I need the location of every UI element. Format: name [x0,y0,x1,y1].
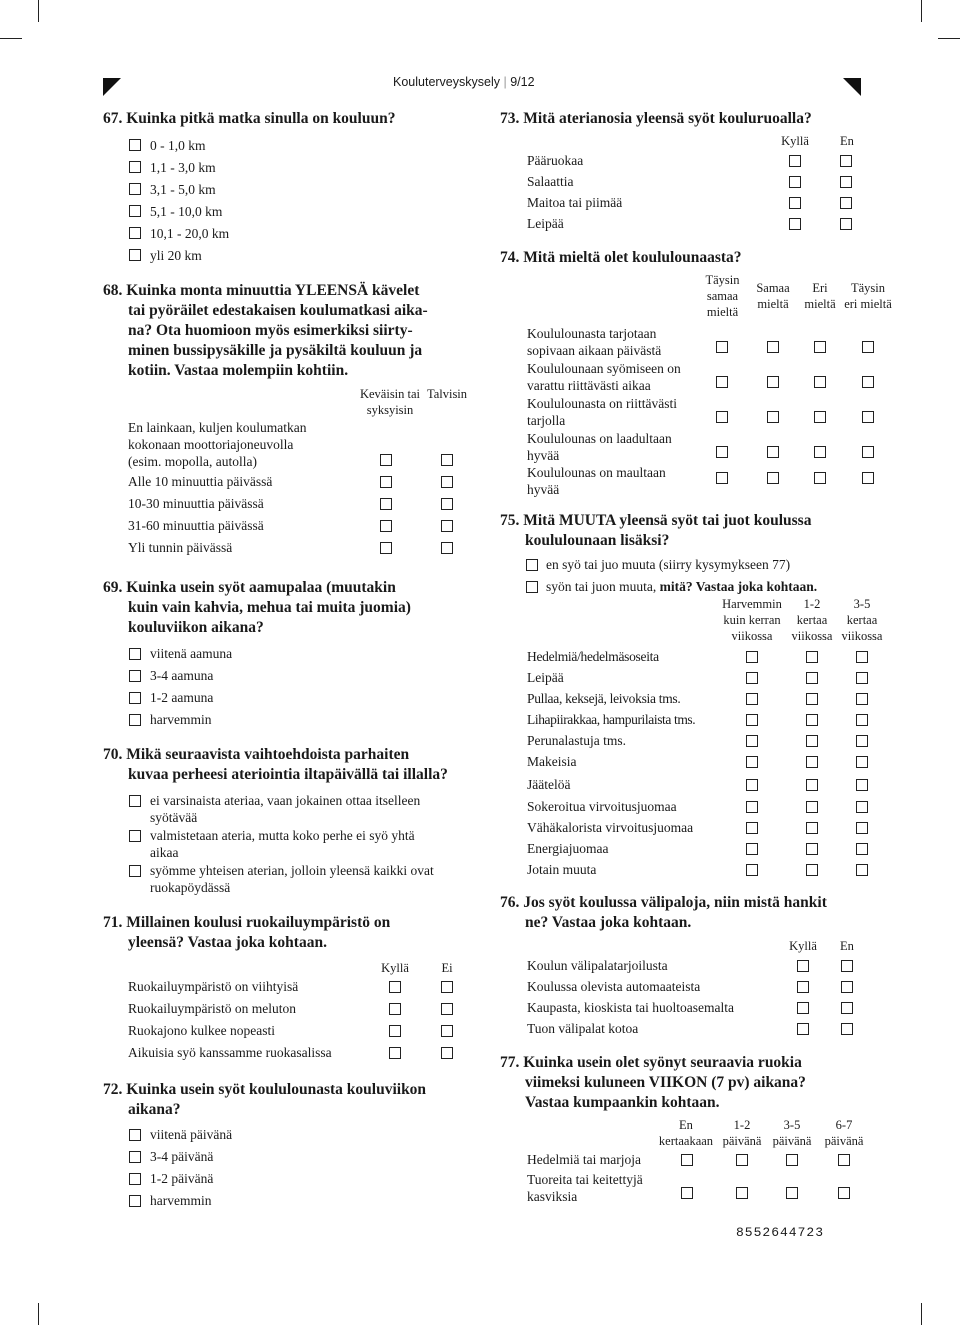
checkbox[interactable] [814,472,826,484]
checkbox[interactable] [746,864,758,876]
checkbox[interactable] [856,735,868,747]
option-label: 3-4 päivänä [150,1149,214,1164]
checkbox[interactable] [806,843,818,855]
checkbox[interactable] [840,197,852,209]
column-header: En kertaakaan [658,1118,714,1148]
row-label: Koululounaan syömiseen on varattu riittävästi aikaa [527,361,681,393]
question-67-title: 67. Kuinka pitkä matka sinulla on kouluun? [103,110,396,127]
option-label: 1,1 - 3,0 km [150,160,216,175]
checkbox[interactable] [441,520,453,532]
checkbox[interactable] [716,411,728,423]
checkbox[interactable] [736,1154,748,1166]
checkbox[interactable] [862,341,874,353]
column-header: Täysin samaa mieltä [705,273,740,319]
checkbox[interactable] [789,176,801,188]
row-label: Energiajuomaa [527,841,609,856]
question-70-title: 70. Mikä seuraavista vaihtoehdoista parhaiten kuvaa perheesi ateriointia iltapäivällä tai illalla? [103,746,448,783]
option-label: viitenä aamuna [150,646,233,661]
checkbox[interactable] [789,218,801,230]
checkbox[interactable] [129,714,141,726]
checkbox[interactable] [789,155,801,167]
option-label: syön tai juon muuta, mitä? Vastaa joka kohtaan. [546,579,818,594]
checkbox[interactable] [129,161,141,173]
row-label: Pääruokaa [527,153,584,168]
checkbox[interactable] [841,1002,853,1014]
checkbox[interactable] [380,498,392,510]
crop-mark [38,1303,39,1325]
checkbox[interactable] [856,822,868,834]
checkbox[interactable] [380,454,392,466]
checkbox[interactable] [838,1154,850,1166]
row-label: Yli tunnin päivässä [128,540,233,555]
checkbox[interactable] [806,651,818,663]
checkbox[interactable] [441,1047,453,1059]
row-label: Jäätelöä [527,777,571,792]
row-label: Salaattia [527,174,574,189]
checkbox[interactable] [129,1173,141,1185]
option-label: viitenä päivänä [150,1127,233,1142]
page-number: 9/12 [510,75,535,89]
option-label: valmistetaan ateria, mutta koko perhe ei syö yhtä aikaa [150,828,415,860]
checkbox[interactable] [526,559,538,571]
checkbox[interactable] [129,830,141,842]
row-label: Perunalastuja tms. [527,733,626,748]
row-label: Leipää [527,216,564,231]
row-label: 10-30 minuuttia päivässä [128,496,264,511]
row-label: Pullaa, keksejä, leivoksia tms. [527,691,681,706]
crop-mark [0,38,22,39]
row-label: En lainkaan, kuljen koulumatkan kokonaan moottoriajoneuvolla (esim. mopolla, autolla) [128,420,307,469]
column-header: 1-2 päivänä [722,1118,762,1148]
column-header-yes: Kyllä [789,939,817,953]
checkbox[interactable] [746,756,758,768]
row-label: Sokeroitua virvoitusjuomaa [527,799,677,814]
question-77-title: 77. Kuinka usein olet syönyt seuraavia ruokia viimeksi kuluneen VIIKON (7 pv) aikana? Vastaa kumpaankin kohtaan. [500,1054,806,1111]
checkbox[interactable] [814,446,826,458]
checkbox[interactable] [716,446,728,458]
checkbox[interactable] [736,1187,748,1199]
row-label: Ruokailuympäristö on meluton [128,1001,296,1016]
option-label: en syö tai juo muuta (siirry kysymykseen 77) [546,557,791,572]
question-76-title: 76. Jos syöt koulussa välipaloja, niin mistä hankit ne? Vastaa joka kohtaan. [500,894,827,931]
question-68-title: 68. Kuinka monta minuuttia YLEENSÄ kävelet tai pyöräilet edestakaisen koulumatkasi aika- na? Ota huomioon myös esimerkiksi siirty- minen bussipysäkille ja pysäkiltä kouluun ja kotiin. Vastaa molempiin kohtiin. [103,282,428,379]
checkbox[interactable] [814,411,826,423]
checkbox[interactable] [789,197,801,209]
checkbox[interactable] [814,341,826,353]
column-header-yes: Kyllä [381,961,409,975]
checkbox[interactable] [380,542,392,554]
checkbox[interactable] [380,476,392,488]
registration-triangle [103,78,121,96]
column-header-yes: Kyllä [781,134,809,148]
crop-mark [921,1303,922,1325]
checkbox[interactable] [129,183,141,195]
checkbox[interactable] [806,822,818,834]
checkbox[interactable] [129,1151,141,1163]
survey-name: Kouluterveyskysely [393,75,500,89]
checkbox[interactable] [862,376,874,388]
question-74-title: 74. Mitä mieltä olet koululounaasta? [500,249,742,266]
checkbox[interactable] [746,779,758,791]
checkbox[interactable] [746,801,758,813]
column-header: 3-5 kertaa viikossa [841,597,883,643]
checkbox[interactable] [856,714,868,726]
checkbox[interactable] [856,651,868,663]
checkbox[interactable] [716,376,728,388]
row-label: Ruokajono kulkee nopeasti [128,1023,275,1038]
checkbox[interactable] [129,865,141,877]
checkbox[interactable] [841,981,853,993]
checkbox[interactable] [389,1047,401,1059]
checkbox[interactable] [389,1025,401,1037]
checkbox[interactable] [746,843,758,855]
row-label: Tuoreita tai keitettyjä kasviksia [527,1172,643,1204]
checkbox[interactable] [441,476,453,488]
column-header: Keväisin tai syksyisin [359,387,421,417]
row-label: Vähäkalorista virvoitusjuomaa [527,820,694,835]
registration-triangle [843,78,861,96]
checkbox[interactable] [389,1003,401,1015]
column-header: 6-7 päivänä [824,1118,864,1148]
column-header: Eri mieltä [804,281,836,311]
checkbox[interactable] [129,249,141,261]
row-label: Makeisia [527,754,577,769]
column-header-no: En [840,134,854,148]
checkbox[interactable] [767,446,779,458]
checkbox[interactable] [806,801,818,813]
option-label: 1-2 aamuna [150,690,214,705]
row-label: Lihapiirakkaa, hampurilaista tms. [527,712,696,727]
checkbox[interactable] [840,176,852,188]
checkbox[interactable] [129,227,141,239]
question-69-title: 69. Kuinka usein syöt aamupalaa (muutakin kuin vain kahvia, mehua tai muita juomia) kouluviikon aikana? [103,579,411,636]
column-header: Samaa mieltä [756,281,790,311]
checkbox[interactable] [840,155,852,167]
checkbox[interactable] [129,1129,141,1141]
checkbox[interactable] [856,801,868,813]
checkbox[interactable] [797,960,809,972]
question-75-title: 75. Mitä MUUTA yleensä syöt tai juot koulussa koululounaan lisäksi? [500,512,812,549]
row-label: Koululounas on laadultaan hyvää [527,431,672,463]
crop-mark [921,0,922,22]
option-label: 3-4 aamuna [150,668,214,683]
column-header: Talvisin [426,387,468,401]
checkbox[interactable] [746,714,758,726]
row-label: Ruokailuympäristö on viihtyisä [128,979,299,994]
checkbox[interactable] [862,446,874,458]
question-72-title: 72. Kuinka usein syöt koululounasta kouluviikon aikana? [103,1081,427,1118]
row-label: Hedelmiä/hedelmäsoseita [527,649,659,664]
checkbox[interactable] [129,648,141,660]
checkbox[interactable] [681,1154,693,1166]
checkbox[interactable] [840,218,852,230]
row-label: Kaupasta, kioskista tai huoltoasemalta [527,1000,734,1015]
checkbox[interactable] [129,795,141,807]
checkbox[interactable] [129,205,141,217]
checkbox[interactable] [526,581,538,593]
row-label: Koulun välipalatarjoilusta [527,958,668,973]
column-header: 3-5 päivänä [772,1118,812,1148]
row-label: Hedelmiä tai marjoja [527,1152,641,1167]
form-id-code: 8552644723 [736,1225,825,1240]
option-label: 0 - 1,0 km [150,138,206,153]
row-label: Tuon välipalat kotoa [527,1021,639,1036]
checkbox[interactable] [746,651,758,663]
checkbox[interactable] [129,692,141,704]
question-73-title: 73. Mitä aterianosia yleensä syöt kouluruoalla? [500,110,812,127]
column-header-no: En [840,939,854,953]
checkbox[interactable] [838,1187,850,1199]
question-71-title: 71. Millainen koulusi ruokailuympäristö on yleensä? Vastaa joka kohtaan. [103,914,391,951]
row-label: Koulussa olevista automaateista [527,979,701,994]
checkbox[interactable] [129,670,141,682]
checkbox[interactable] [380,520,392,532]
page-header: Kouluterveyskysely | 9/12 [393,75,535,89]
checkbox[interactable] [767,472,779,484]
checkbox[interactable] [806,735,818,747]
checkbox[interactable] [441,1025,453,1037]
checkbox[interactable] [806,864,818,876]
checkbox[interactable] [856,864,868,876]
checkbox[interactable] [767,411,779,423]
checkbox[interactable] [856,756,868,768]
option-label: 5,1 - 10,0 km [150,204,223,219]
checkbox[interactable] [797,981,809,993]
checkbox[interactable] [841,1023,853,1035]
checkbox[interactable] [746,822,758,834]
row-label: Koululounas on maultaan hyvää [527,465,666,497]
checkbox[interactable] [746,735,758,747]
checkbox[interactable] [856,693,868,705]
crop-mark [38,0,39,22]
column-header-no: Ei [441,961,453,975]
checkbox[interactable] [856,843,868,855]
checkbox[interactable] [441,1003,453,1015]
checkbox[interactable] [129,1195,141,1207]
option-label: 10,1 - 20,0 km [150,226,230,241]
column-header: 1-2 kertaa viikossa [791,597,833,643]
row-label: Alle 10 minuuttia päivässä [128,474,273,489]
checkbox[interactable] [862,411,874,423]
option-label: ei varsinaista ateriaa, vaan jokainen ottaa itselleen syötävää [150,793,421,825]
checkbox[interactable] [806,693,818,705]
option-label: yli 20 km [150,248,202,263]
row-label: Leipää [527,670,564,685]
checkbox[interactable] [786,1154,798,1166]
column-header: Täysin eri mieltä [844,281,892,311]
checkbox[interactable] [786,1187,798,1199]
checkbox[interactable] [856,672,868,684]
checkbox[interactable] [746,672,758,684]
checkbox[interactable] [746,693,758,705]
checkbox[interactable] [389,981,401,993]
checkbox[interactable] [806,779,818,791]
crop-mark [938,38,960,39]
checkbox[interactable] [797,1023,809,1035]
row-label: Koululounasta on riittävästi tarjolla [527,396,677,428]
row-label: 31-60 minuuttia päivässä [128,518,264,533]
row-label: Aikuisia syö kanssamme ruokasalissa [128,1045,332,1060]
checkbox[interactable] [806,672,818,684]
option-label: 3,1 - 5,0 km [150,182,216,197]
checkbox[interactable] [441,454,453,466]
row-label: Maitoa tai piimää [527,195,623,210]
checkbox[interactable] [806,714,818,726]
checkbox[interactable] [129,139,141,151]
checkbox[interactable] [841,960,853,972]
checkbox[interactable] [441,498,453,510]
checkbox[interactable] [681,1187,693,1199]
option-label: syömme yhteisen aterian, jolloin yleensä kaikki ovat ruokapöydässä [150,863,434,895]
checkbox[interactable] [806,756,818,768]
checkbox[interactable] [856,779,868,791]
option-label: harvemmin [150,1193,212,1208]
checkbox[interactable] [441,542,453,554]
checkbox[interactable] [716,472,728,484]
checkbox[interactable] [767,376,779,388]
checkbox[interactable] [767,341,779,353]
checkbox[interactable] [441,981,453,993]
row-label: Koululounasta tarjotaan sopivaan aikaan päivästä [527,326,662,358]
option-label: harvemmin [150,712,212,727]
checkbox[interactable] [814,376,826,388]
checkbox[interactable] [716,341,728,353]
checkbox[interactable] [862,472,874,484]
row-label: Jotain muuta [527,862,597,877]
option-label: 1-2 päivänä [150,1171,214,1186]
checkbox[interactable] [797,1002,809,1014]
column-header: Harvemmin kuin kerran viikossa [722,597,782,643]
